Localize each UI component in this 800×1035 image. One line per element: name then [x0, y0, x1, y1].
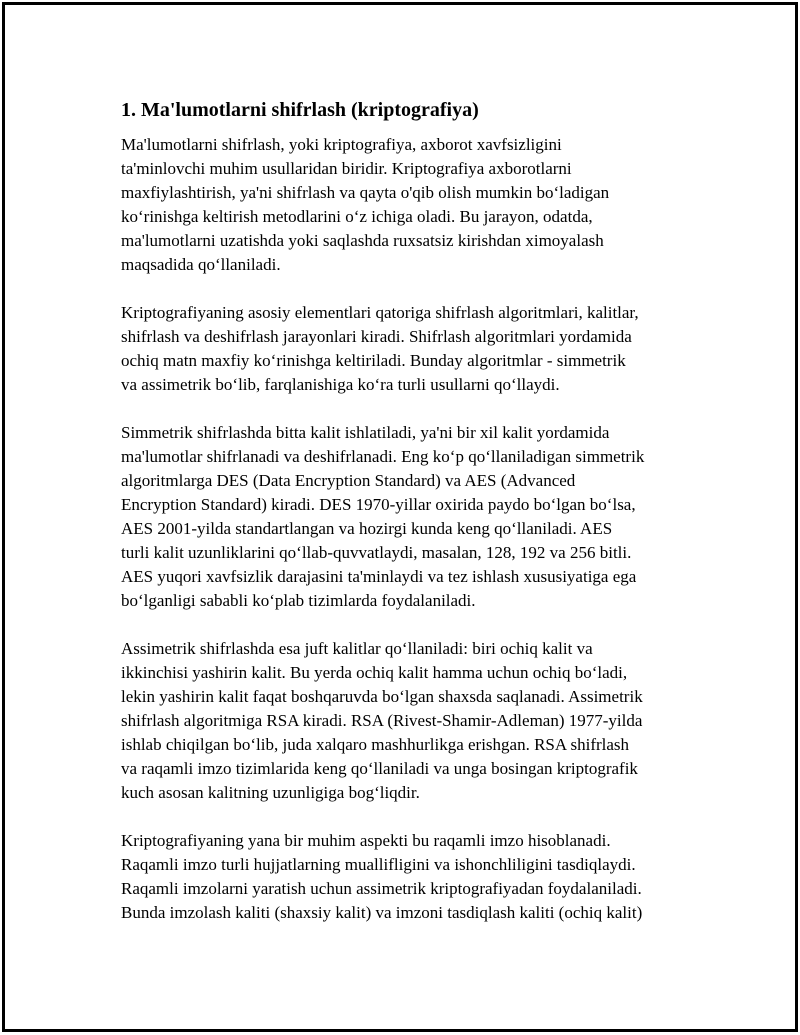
text-line: Kriptografiyaning asosiy elementlari qatoriga shifrlash algoritmlari, kalitlar,	[121, 303, 639, 322]
document-body	[121, 97, 693, 949]
text-line: kuch asosan kalitning uzunligiga bog‘liqdir.	[121, 783, 420, 802]
text-line: Raqamli imzolarni yaratish uchun assimetrik kriptografiyadan foydalaniladi.	[121, 879, 642, 898]
text-line: ko‘rinishga keltirish metodlarini o‘z ichiga oladi. Bu jarayon, odatda,	[121, 207, 593, 226]
paragraph-list	[121, 133, 693, 925]
text-line: AES yuqori xavfsizlik darajasini ta'minlaydi va tez ishlash xususiyatiga ega	[121, 567, 637, 586]
text-line: AES 2001-yilda standartlangan va hozirgi kunda keng qo‘llaniladi. AES	[121, 519, 613, 538]
text-line: Bunda imzolash kaliti (shaxsiy kalit) va imzoni tasdiqlash kaliti (ochiq kalit)	[121, 903, 643, 922]
text-line: Assimetrik shifrlashda esa juft kalitlar qo‘llaniladi: biri ochiq kalit va	[121, 639, 593, 658]
text-line: Raqamli imzo turli hujjatlarning muallifligini va ishonchliligini tasdiqlaydi.	[121, 855, 636, 874]
text-line: shifrlash va deshifrlash jarayonlari kiradi. Shifrlash algoritmlari yordamida	[121, 327, 632, 346]
text-line: ma'lumotlarni uzatishda yoki saqlashda ruxsatsiz kirishdan ximoyalash	[121, 231, 604, 250]
text-line: ma'lumotlar shifrlanadi va deshifrlanadi. Eng ko‘p qo‘llaniladigan simmetrik	[121, 447, 645, 466]
text-line: maxfiylashtirish, ya'ni shifrlash va qayta o'qib olish mumkin bo‘ladigan	[121, 183, 610, 202]
text-line: algoritmlarga DES (Data Encryption Standard) va AES (Advanced	[121, 471, 576, 490]
text-line: shifrlash algoritmiga RSA kiradi. RSA (Rivest-Shamir-Adleman) 1977-yilda	[121, 711, 643, 730]
text-line: Encryption Standard) kiradi. DES 1970-yillar oxirida paydo bo‘lgan bo‘lsa,	[121, 495, 636, 514]
text-line: lekin yashirin kalit faqat boshqaruvda bo‘lgan shaxsda saqlanadi. Assimetrik	[121, 687, 643, 706]
page-frame	[2, 2, 798, 1032]
text-line: maqsadida qo‘llaniladi.	[121, 255, 281, 274]
paragraph	[121, 829, 693, 925]
text-line: ochiq matn maxfiy ko‘rinishga keltiriladi. Bunday algoritmlar - simmetrik	[121, 351, 626, 370]
paragraph	[121, 637, 693, 805]
text-line: va assimetrik bo‘lib, farqlanishiga ko‘ra turli usullarni qo‘llaydi.	[121, 375, 560, 394]
section-heading: 1. Ma'lumotlarni shifrlash (kriptografiya)	[121, 99, 479, 121]
paragraph	[121, 301, 693, 397]
text-line: bo‘lganligi sababli ko‘plab tizimlarda foydalaniladi.	[121, 591, 476, 610]
text-line: Ma'lumotlarni shifrlash, yoki kriptografiya, axborot xavfsizligini	[121, 135, 562, 154]
text-line: ta'minlovchi muhim usullaridan biridir. Kriptografiya axborotlarni	[121, 159, 572, 178]
text-line: ishlab chiqilgan bo‘lib, juda xalqaro mashhurlikga erishgan. RSA shifrlash	[121, 735, 630, 754]
paragraph	[121, 421, 693, 613]
paragraph	[121, 133, 693, 277]
text-line: va raqamli imzo tizimlarida keng qo‘llaniladi va unga bosingan kriptografik	[121, 759, 638, 778]
text-line: Simmetrik shifrlashda bitta kalit ishlatiladi, ya'ni bir xil kalit yordamida	[121, 423, 610, 442]
text-line: ikkinchisi yashirin kalit. Bu yerda ochiq kalit hamma uchun ochiq bo‘ladi,	[121, 663, 628, 682]
text-line: Kriptografiyaning yana bir muhim aspekti bu raqamli imzo hisoblanadi.	[121, 831, 611, 850]
text-line: turli kalit uzunliklarini qo‘llab-quvvatlaydi, masalan, 128, 192 va 256 bitli.	[121, 543, 632, 562]
